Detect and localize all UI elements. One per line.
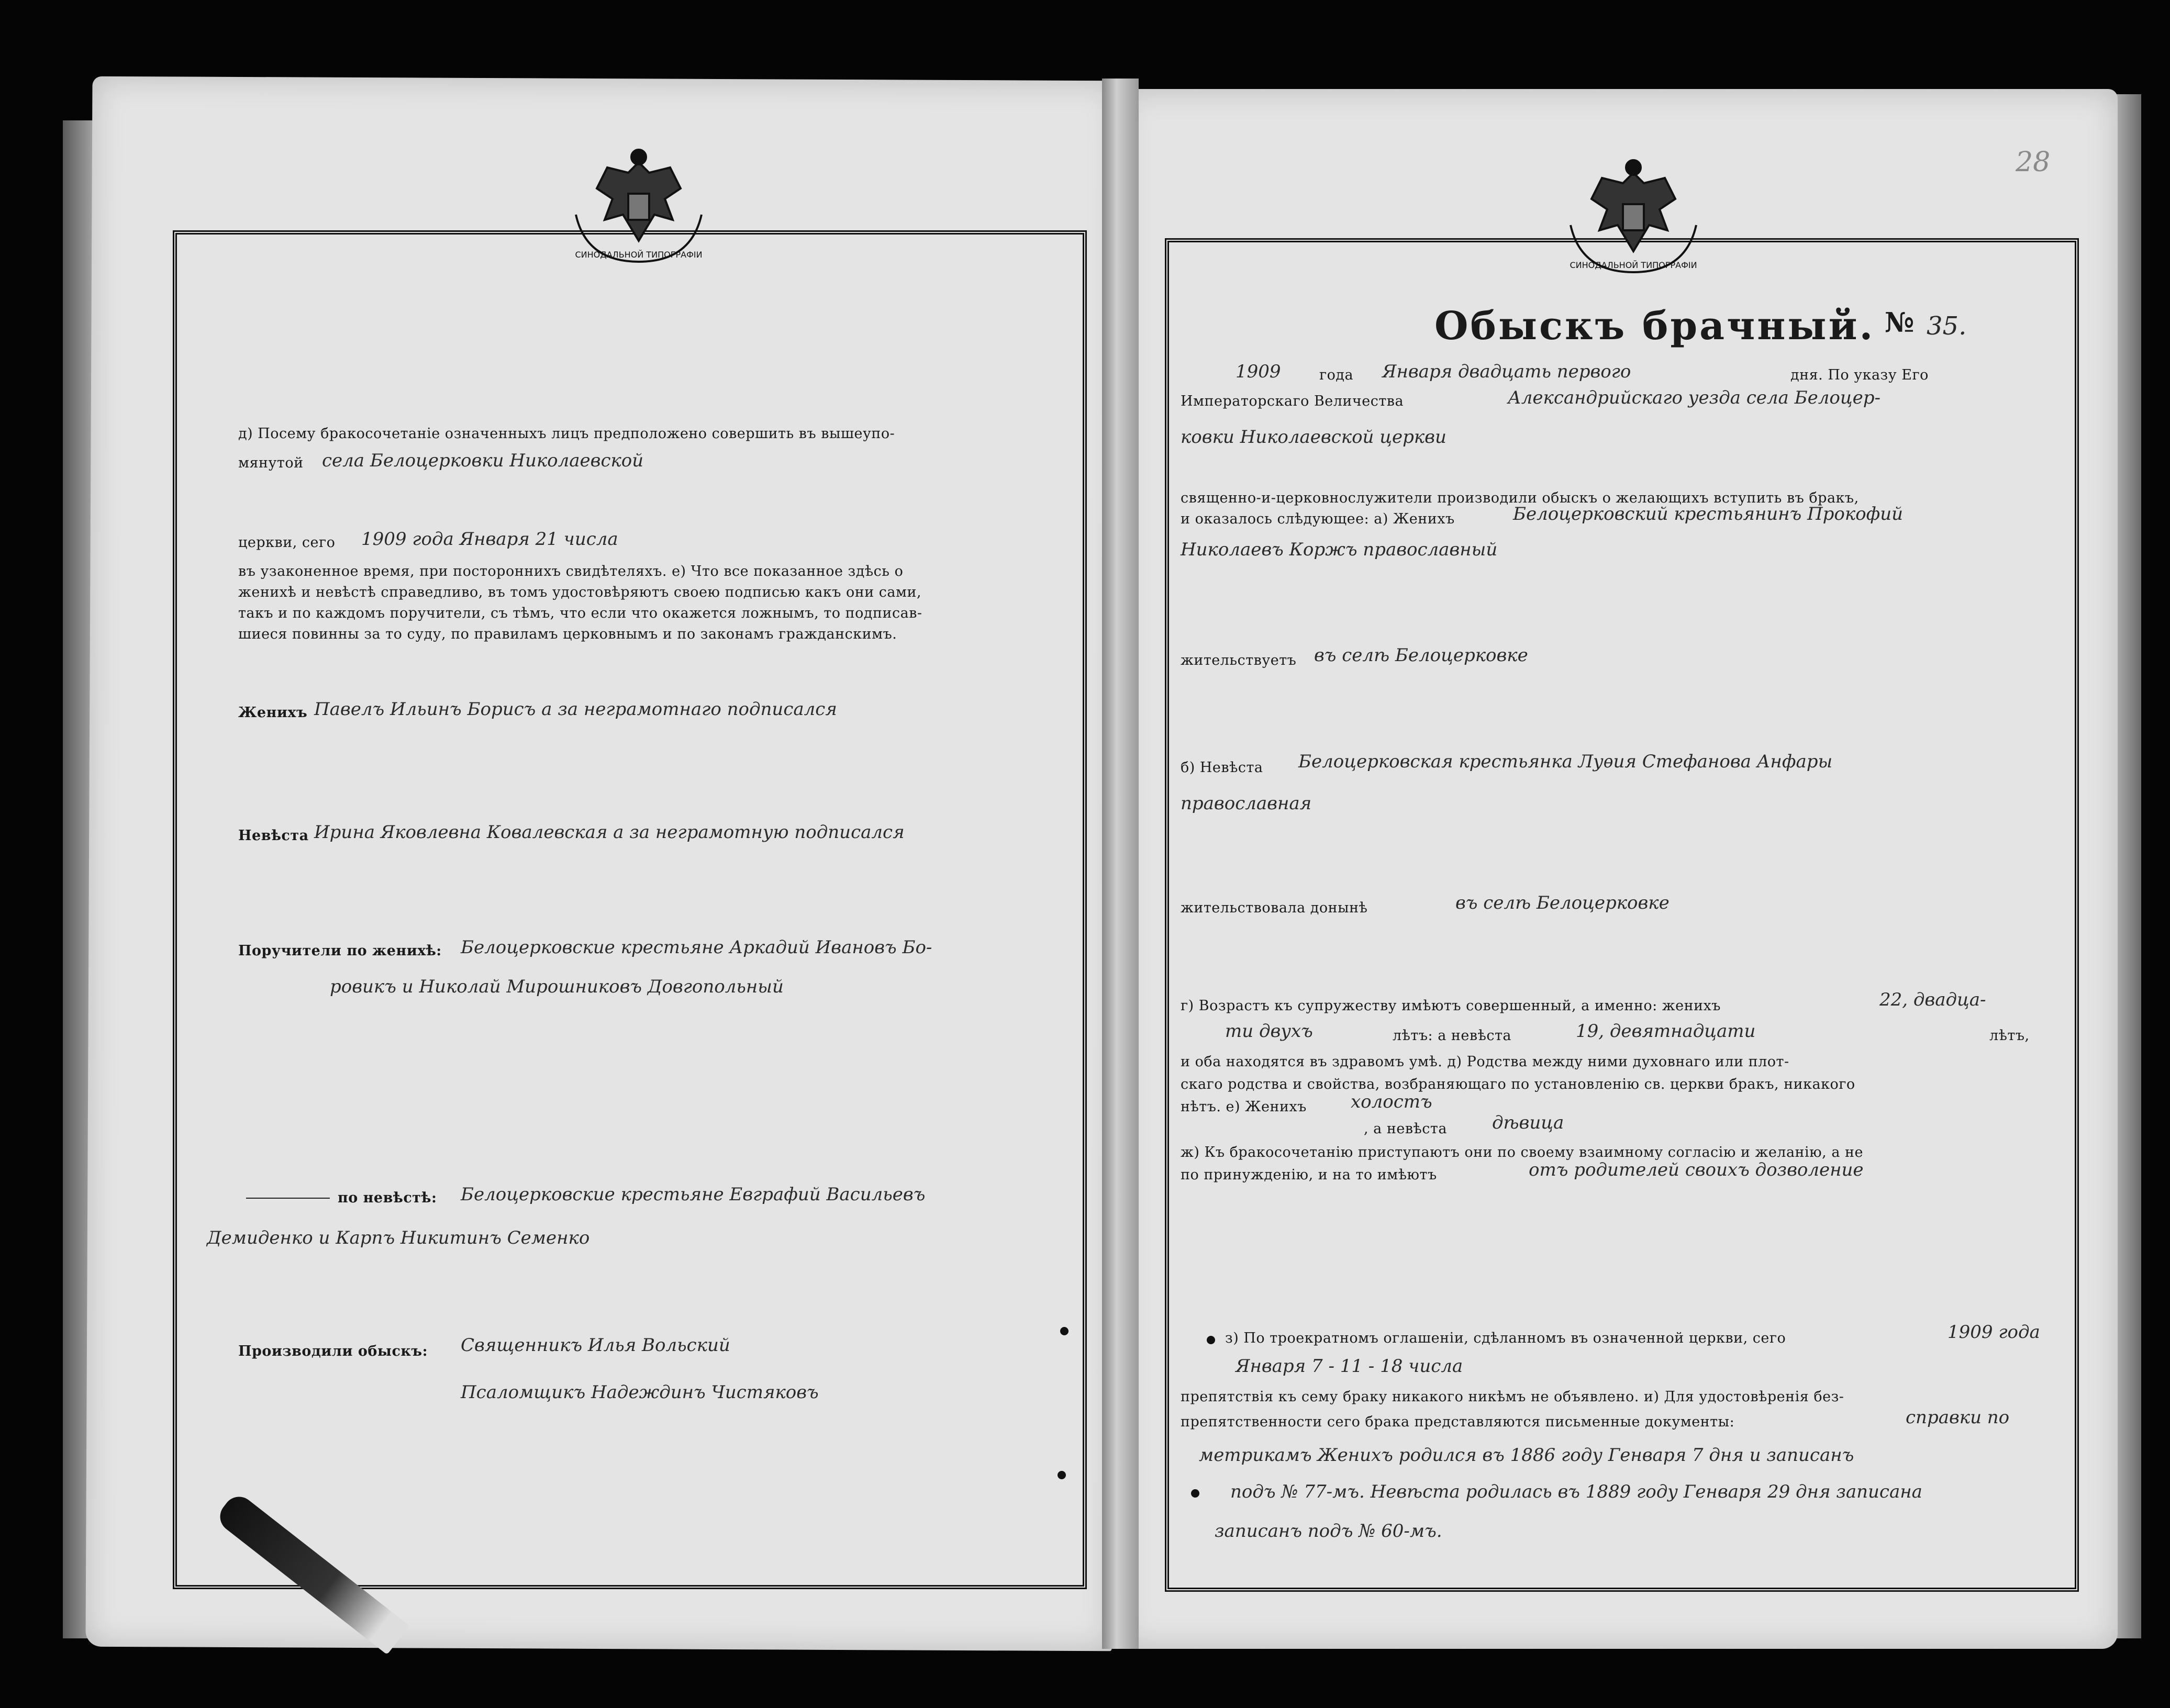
age-text-3: лѣтъ, [1989,1028,2030,1044]
groom-residence-label: жительствуетъ [1181,652,1297,668]
legal-text-3: такъ и по каждомъ поручители, съ тѣмъ, что если что окажется ложнымъ, то подписав- [238,605,922,621]
year-handwriting: 1909 [1236,361,1281,382]
groom-intro-label: и оказалось слѣдующее: а) Женихъ [1181,511,1455,527]
consent-handwriting: отъ родителей своихъ дозволение [1529,1159,1864,1180]
clergy-text: священно-и-церковнослужители производили обыскъ о желающихъ вступить въ бракъ, [1181,490,1859,506]
banns-text: з) По троекратномъ оглашенiи, сдѣланномъ въ означенной церкви, сего [1225,1330,1786,1346]
number-handwriting: 35. [1927,311,1967,341]
month-handwriting: Января двадцать первого [1382,361,1631,382]
groom-name-handwriting: Николаевъ Коржъ православный [1181,539,1498,560]
guarantors-groom-handwriting-2: ровикъ и Николай Мирошниковъ Довгопольный [330,976,784,997]
bride-status-handwriting: дѣвица [1492,1112,1564,1133]
year-label: года [1319,367,1354,383]
guarantors-bride-label: по невѣстѣ: [338,1190,437,1206]
consent-text-1: ж) Къ бракосочетанiю приступаютъ они по своему взаимному согласiю и желанiю, а не [1181,1144,1864,1160]
item-d-text: д) Посему бракосочетанie означенныхъ лицъ предположено совершить въ вышеупо- [238,426,895,442]
imperial-eagle-emblem-right [1550,152,1717,288]
health-text: и оба находятся въ здравомъ умѣ. д) Родства между ними духовнаго или плот- [1181,1054,1789,1070]
marital-status-label: нѣтъ. е) Женихъ [1181,1099,1307,1115]
bride-intro-label: б) Невѣста [1181,760,1263,776]
document-title: Обыскъ брачный. [1434,304,1875,349]
item-d-handwriting: села Белоцерковки Николаевской [322,450,644,471]
bride-handwriting-right-1: Белоцерковская крестьянка Луѳия Стефанова Анфары [1298,751,1833,772]
bride-residence-handwriting: въ селѣ Белоцерковке [1455,892,1670,913]
groom-status-handwriting: холостъ [1351,1091,1432,1112]
binding-hole [1060,1327,1069,1335]
church-label: церкви, сего [238,534,336,551]
conducted-label: Производили обыскъ: [238,1343,428,1359]
documents-label: препятственности сего брака представляются письменные документы: [1181,1414,1735,1430]
banns-dates-handwriting: Января 7 - 11 - 18 числа [1236,1356,1463,1377]
bride-handwriting: Ирина Яковлевна Ковалевская а за неграмотную подписался [314,822,905,843]
groom-age-handwriting: 22, двадца- [1879,989,1986,1010]
groom-handwriting-right: Белоцерковский крестьянинъ Прокофий [1513,504,1904,524]
conducted-handwriting-1: Священникъ Илья Вольский [461,1335,730,1356]
legal-text-4: шиеся повинны за то суду, по правиламъ церковнымъ и по законамъ гражданскимъ. [238,626,897,642]
guarantors-groom-handwriting-1: Белоцерковские крестьяне Аркадий Ивановъ Бо- [461,937,932,958]
decree-label: дня. По указу Его [1790,367,1929,383]
legal-text-1: въ узаконенное время, при постороннихъ свидѣтеляхъ. е) Что все показанное здѣсь о [238,563,904,579]
bride-status-label: , а невѣста [1364,1121,1447,1137]
groom-age-handwriting-2: ти двухъ [1225,1021,1313,1042]
guarantors-bride-handwriting-2: Демиденко и Карпъ Никитинъ Семенко [207,1227,590,1248]
groom-handwriting: Павелъ Ильинъ Борисъ а за неграмотнаго подписался [314,699,837,720]
binding-hole [1058,1471,1066,1479]
guarantors-bride-handwriting-1: Белоцерковские крестьяне Евграфий Васильевъ [461,1184,926,1205]
bride-residence-label: жительствовала донынѣ [1181,900,1368,916]
imperial-label: Императорскаго Величества [1181,393,1404,409]
groom-residence-handwriting: въ селѣ Белоцерковке [1314,645,1528,666]
obstacles-text: препятствiя къ сему браку никакого никѣмъ не объявлено. и) Для удостовѣренiя без- [1181,1389,1844,1405]
documents-handwriting-4: записанъ подъ № 60-мъ. [1215,1521,1442,1542]
church-date-handwriting: 1909 года Января 21 числа [361,529,618,550]
binding-hole [1191,1489,1199,1498]
guarantors-groom-label: Поручители по женихѣ: [238,943,442,959]
age-text-2: лѣтъ: а невѣста [1393,1028,1512,1044]
number-label: № [1885,307,1915,339]
binding-hole [1207,1336,1215,1344]
kinship-text: скаго родства и свойства, возбраняющаго по установленiю св. церкви бракъ, никакого [1181,1076,1855,1092]
documents-handwriting-1: справки по [1906,1407,2010,1428]
guarantors-bride-dash [246,1198,330,1199]
bride-handwriting-right-2: православная [1181,793,1312,814]
age-text-1: г) Возрастъ къ супружеству имѣютъ совершенный, а именно: женихъ [1181,998,1721,1014]
consent-text-2: по принужденiю, и на то имѣютъ [1181,1167,1437,1183]
bride-age-handwriting: 19, девятнадцати [1576,1021,1756,1042]
book-spine [1102,79,1139,1649]
legal-text-2: женихѣ и невѣстѣ справедливо, въ томъ удостовѣряютъ своею подписью какъ они сами, [238,584,922,600]
conducted-handwriting-2: Псаломщикъ Надеждинъ Чистяковъ [461,1382,819,1403]
bride-label: Невѣста [238,828,309,844]
banns-year-handwriting: 1909 года [1948,1322,2040,1343]
page-number: 28 [2016,147,2051,178]
emblem-ribbon-text: СИНОДАЛЬНОЙ ТИПОГРАФІИ [1570,260,1697,270]
location-handwriting-2: ковки Николаевской церкви [1181,427,1446,448]
item-d-line2: мянутой [238,455,304,471]
location-handwriting-1: Александрийскаго уезда села Белоцер- [1508,387,1880,408]
imperial-eagle-emblem-left [555,141,722,277]
documents-handwriting-2: метрикамъ Женихъ родился въ 1886 году Генваря 7 дня и записанъ [1199,1445,1854,1466]
groom-label: Женихъ [238,705,308,721]
documents-handwriting-3: подъ № 77-мъ. Невѣста родилась въ 1889 году Генваря 29 дня записана [1230,1481,1922,1502]
emblem-ribbon-text: СИНОДАЛЬНОЙ ТИПОГРАФІИ [575,250,703,260]
